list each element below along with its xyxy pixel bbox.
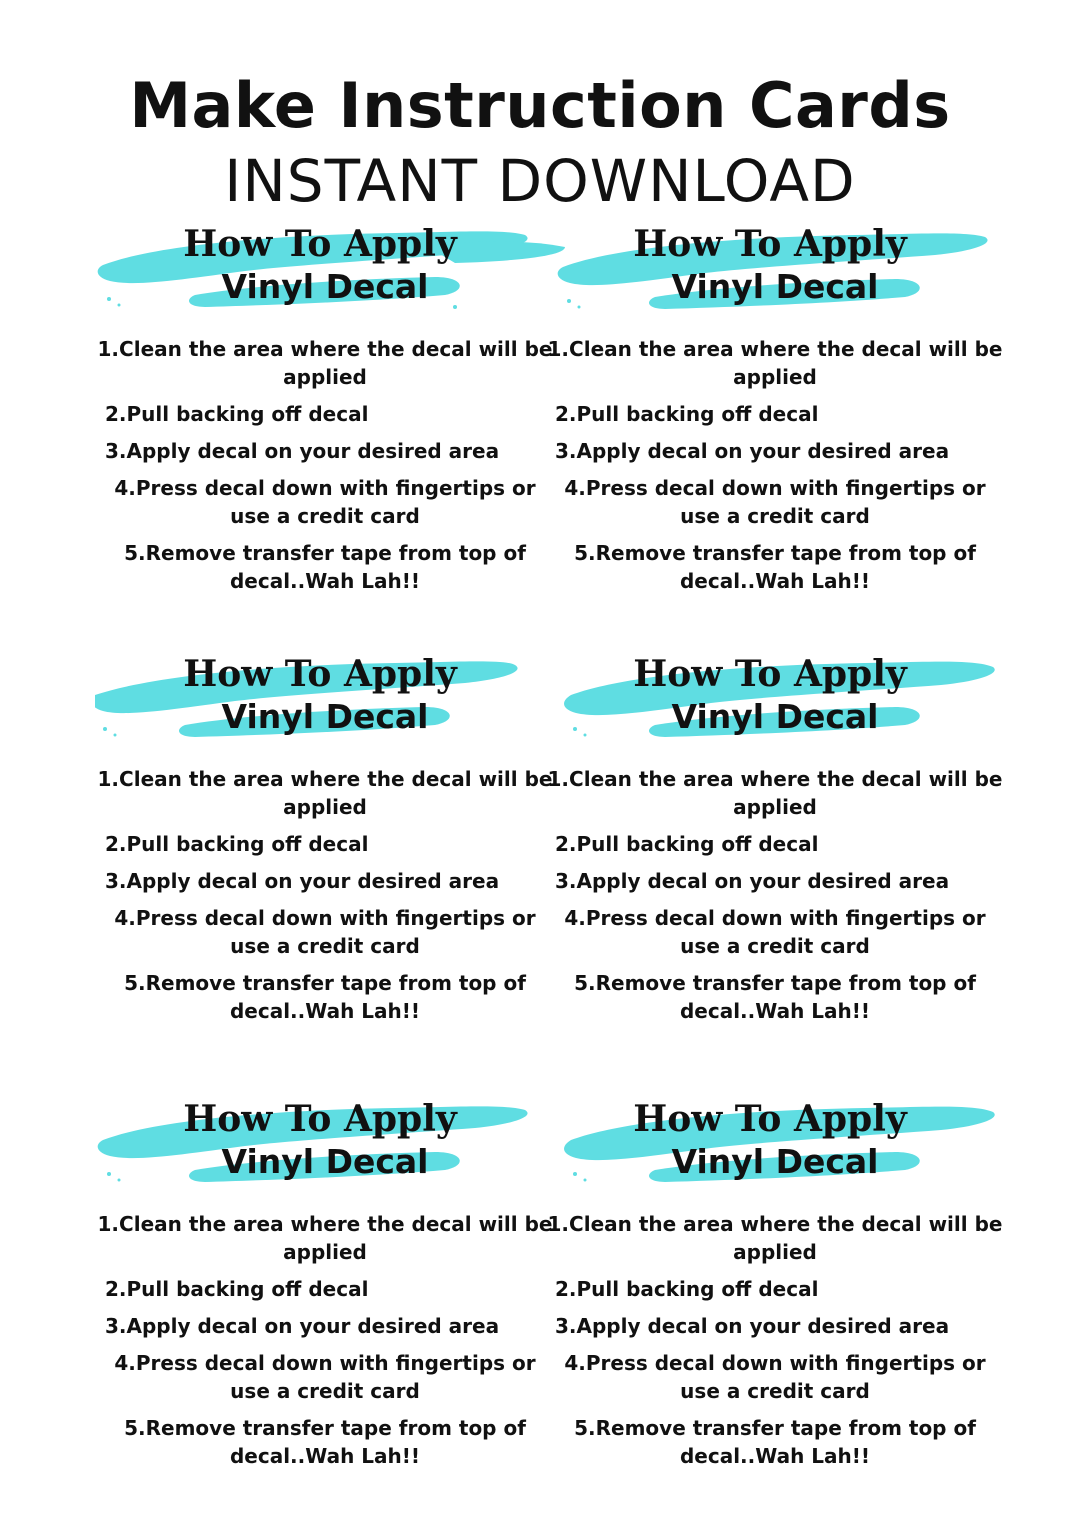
- step-item: 4.Press decal down with fingertips or use a credit card: [564, 906, 986, 958]
- card-heading-line2: Vinyl Decal: [671, 1142, 879, 1181]
- step-item: 2.Pull backing off decal: [105, 402, 369, 426]
- step-item: 1.Clean the area where the decal will be applied: [547, 767, 1003, 819]
- step-item: 1.Clean the area where the decal will be applied: [547, 1212, 1003, 1264]
- step-item: 5.Remove transfer tape from top of decal..Wah Lah!!: [124, 541, 526, 593]
- card-heading-line1: How To Apply: [183, 653, 457, 695]
- card-heading-line2: Vinyl Decal: [221, 1142, 429, 1181]
- instruction-card: [545, 645, 1015, 1075]
- step-item: 2.Pull backing off decal: [105, 832, 369, 856]
- step-item: 1.Clean the area where the decal will be applied: [547, 337, 1003, 389]
- step-item: 3.Apply decal on your desired area: [105, 1314, 500, 1338]
- steps-list: [545, 1210, 1005, 1479]
- card-heading-line2: Vinyl Decal: [221, 697, 429, 736]
- steps-list: [95, 335, 555, 604]
- step-item: 2.Pull backing off decal: [555, 1277, 819, 1301]
- card-heading-line2: Vinyl Decal: [671, 697, 879, 736]
- page-title: Make Instruction Cards: [129, 69, 951, 142]
- card-heading-line2: Vinyl Decal: [671, 267, 879, 306]
- step-item: 4.Press decal down with fingertips or use a credit card: [114, 476, 536, 528]
- card-heading-line1: How To Apply: [633, 223, 907, 265]
- step-item: 4.Press decal down with fingertips or use a credit card: [114, 906, 536, 958]
- step-item: 5.Remove transfer tape from top of decal..Wah Lah!!: [574, 971, 976, 1023]
- instruction-card: [95, 1090, 565, 1520]
- instruction-card: [95, 645, 565, 1075]
- step-item: 3.Apply decal on your desired area: [555, 1314, 950, 1338]
- step-item: 4.Press decal down with fingertips or use a credit card: [564, 1351, 986, 1403]
- step-item: 5.Remove transfer tape from top of decal..Wah Lah!!: [574, 1416, 976, 1468]
- step-item: 1.Clean the area where the decal will be applied: [97, 337, 553, 389]
- card-heading-line1: How To Apply: [633, 1098, 907, 1140]
- step-item: 1.Clean the area where the decal will be applied: [97, 1212, 553, 1264]
- instruction-card: [545, 215, 1015, 645]
- step-item: 5.Remove transfer tape from top of decal..Wah Lah!!: [124, 971, 526, 1023]
- instruction-card: [545, 1090, 1015, 1520]
- step-item: 2.Pull backing off decal: [105, 1277, 369, 1301]
- step-item: 3.Apply decal on your desired area: [555, 869, 950, 893]
- card-heading-line2: Vinyl Decal: [221, 267, 429, 306]
- steps-list: [545, 765, 1005, 1034]
- steps-list: [545, 335, 1005, 604]
- card-heading-line1: How To Apply: [183, 223, 457, 265]
- steps-list: [95, 1210, 555, 1479]
- step-item: 3.Apply decal on your desired area: [555, 439, 950, 463]
- card-heading-line1: How To Apply: [183, 1098, 457, 1140]
- step-item: 2.Pull backing off decal: [555, 402, 819, 426]
- card-heading-line1: How To Apply: [633, 653, 907, 695]
- step-item: 3.Apply decal on your desired area: [105, 869, 500, 893]
- step-item: 4.Press decal down with fingertips or use a credit card: [114, 1351, 536, 1403]
- page-subtitle: INSTANT DOWNLOAD: [224, 147, 856, 215]
- step-item: 2.Pull backing off decal: [555, 832, 819, 856]
- step-item: 5.Remove transfer tape from top of decal..Wah Lah!!: [574, 541, 976, 593]
- step-item: 4.Press decal down with fingertips or use a credit card: [564, 476, 986, 528]
- step-item: 5.Remove transfer tape from top of decal..Wah Lah!!: [124, 1416, 526, 1468]
- steps-list: [95, 765, 555, 1034]
- step-item: 1.Clean the area where the decal will be applied: [97, 767, 553, 819]
- instruction-card: [95, 215, 565, 645]
- step-item: 3.Apply decal on your desired area: [105, 439, 500, 463]
